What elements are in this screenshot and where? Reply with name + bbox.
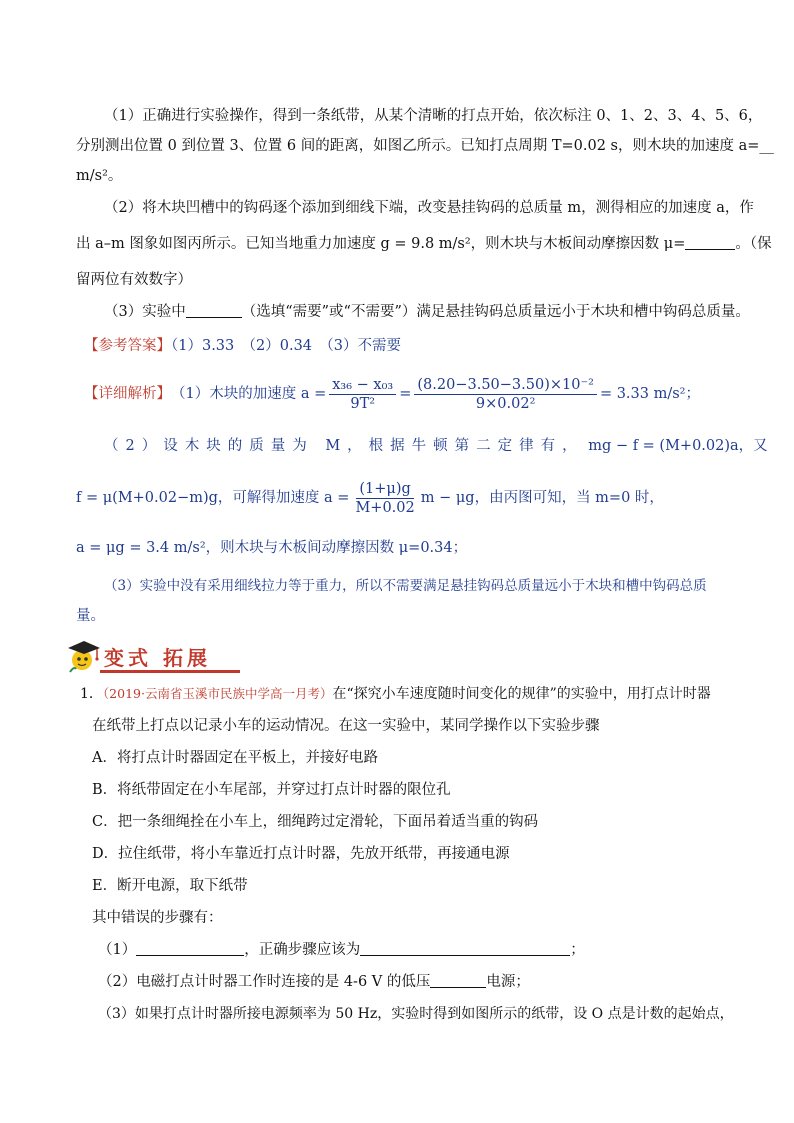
sub-question-1-text: ，正确步骤应该为	[244, 942, 361, 958]
sub-question-1-end: ；	[570, 942, 585, 958]
step-c: C．把一条细绳拴在小车上，细绳跨过定滑轮，下面吊着适当重的钩码	[92, 814, 539, 830]
fraction	[329, 376, 396, 413]
q2-line-2-text: 出 a–m 图象如图丙所示。已知当地重力加速度 g = 9.8 m/s²，则木块与木板间动摩擦因数 μ=	[76, 236, 686, 252]
analysis-label: 【详细解析】	[84, 386, 171, 402]
analysis-part-1: 【详细解析】 （1）木块的加速度 a = $\frac{\text{x₃₆ − x₀₃}}{\text{9T²}}$ = $\frac{\text{(8.20−3.50−3.50)×10⁻²}}{\text{9×0.02²}}$ = 3.33 m/s²；	[84, 376, 700, 412]
answer-blank[interactable]	[685, 235, 735, 250]
fraction-denominator: 9T²	[350, 395, 376, 412]
analysis-part-2-line-2	[76, 476, 736, 520]
exercise-number: 1．	[80, 686, 103, 702]
q1-line-3: m/s²。	[76, 168, 123, 184]
fraction-denominator: M+0.02	[355, 499, 415, 516]
exercise-source: （2019·云南省玉溪市民族中学高一月考）	[102, 686, 333, 701]
step-d: D．拉住纸带，将小车靠近打点计时器，先放开纸带，再接通电源	[92, 846, 510, 862]
q2-line-2	[76, 234, 772, 254]
sub-question-3: （3）如果打点计时器所接电源频率为 50 Hz，实验时得到如图所示的纸带，设 O 点是计数的起始点，	[98, 1006, 734, 1022]
analysis-p1-post: = 3.33 m/s²；	[599, 386, 700, 402]
fraction	[352, 480, 417, 517]
sub-question-1-label: （1）	[98, 942, 137, 958]
q3-line	[104, 302, 764, 322]
analysis-p2-equation: mg − f = (M+0.02)a，又	[588, 438, 768, 454]
step-e: E．断开电源，取下纸带	[92, 878, 248, 894]
analysis-p1-pre: （1）木块的加速度 a =	[171, 386, 327, 402]
fraction	[414, 376, 597, 413]
analysis-p2-text: f = μ(M+0.02−m)g，可解得加速度 a =	[76, 490, 350, 506]
sub-question-1	[98, 940, 758, 960]
wrong-steps-prompt: 其中错误的步骤有：	[92, 910, 223, 926]
banner-underline	[100, 670, 240, 673]
sub-question-2-text: （2）电磁打点计时器工作时连接的是 4-6 V 的低压	[98, 974, 431, 990]
fraction-numerator: (8.20−3.50−3.50)×10⁻²	[414, 376, 597, 395]
q2-line-2-end: 。（保	[735, 236, 772, 252]
sub-question-2	[98, 972, 758, 992]
q1-line-2: 分别测出位置 0 到位置 3、位置 6 间的距离，如图乙所示。已知打点周期 T=0.02 s，则木块的加速度 a=__	[76, 138, 774, 154]
analysis-part-3-line-2: 量。	[76, 608, 105, 624]
fraction-numerator: x₃₆ − x₀₃	[329, 376, 396, 395]
analysis-part-2-line-1	[104, 436, 768, 456]
step-b: B．将纸带固定在小车尾部，并穿过打点计时器的限位孔	[92, 782, 451, 798]
exercise-1-line-1	[80, 684, 740, 704]
analysis-p2-text-end: m − μg，由丙图可知，当 m=0 时，	[420, 490, 664, 506]
q3-text-b: （选填“需要”或“不需要”）满足悬挂钩码总质量远小于木块和槽中钩码总质量。	[241, 304, 750, 320]
reference-answer	[84, 336, 744, 356]
step-a: A．将打点计时器固定在平板上，并接好电路	[92, 750, 378, 766]
fraction-numerator: (1+μ)g	[356, 480, 413, 499]
answer-label: 【参考答案】	[84, 338, 171, 354]
q1-line-1: （1）正确进行实验操作，得到一条纸带，从某个清晰的打点开始，依次标注 0、1、2、3、4、5、6，	[104, 108, 763, 124]
fraction-denominator: 9×0.02²	[475, 395, 536, 412]
analysis-p2-text: （2）设木块的质量为 M，根据牛顿第二定律有，	[104, 438, 584, 454]
banner-title: 变式 拓展	[104, 646, 211, 670]
analysis-part-3-line-1: （3）实验中没有采用细线拉力等于重力，所以不需要满足悬挂钩码总质量远小于木块和槽中钩码总质	[104, 578, 707, 594]
exercise-1-line-2: 在纸带上打点以记录小车的运动情况。在这一实验中，某同学操作以下实验步骤	[92, 718, 600, 734]
exercise-1-intro: 在“探究小车速度随时间变化的规律”的实验中，用打点计时器	[332, 686, 711, 702]
answer-blank[interactable]	[186, 303, 242, 318]
q2-line-3: 留两位有效数字）	[76, 272, 192, 288]
analysis-part-2-line-3: a = μg = 3.4 m/s²，则木块与木板间动摩擦因数 μ=0.34；	[76, 540, 468, 556]
q3-text-a: （3）实验中	[104, 304, 186, 320]
graduation-cap-icon	[64, 636, 104, 676]
answer-blank[interactable]	[360, 941, 570, 956]
q2-line-1: （2）将木块凹槽中的钩码逐个添加到细线下端，改变悬挂钩码的总质量 m，测得相应的加速度 a，作	[104, 200, 754, 216]
sub-question-2-end: 电源；	[486, 974, 530, 990]
section-banner	[64, 636, 244, 676]
answer-blank[interactable]	[430, 973, 486, 988]
answer-blank[interactable]	[136, 941, 244, 956]
answer-text: （1）3.33 （2）0.34 （3）不需要	[171, 338, 401, 354]
